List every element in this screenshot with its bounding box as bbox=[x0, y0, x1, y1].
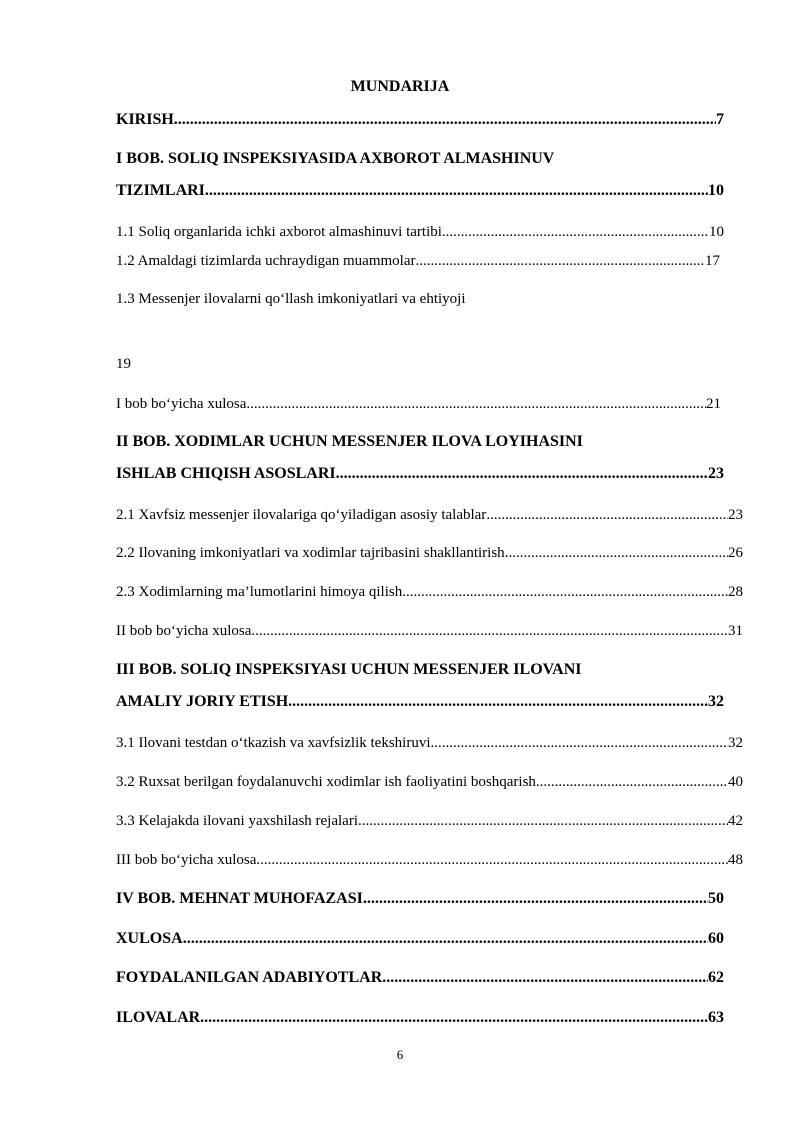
toc-entry-text: 3.1 Ilovani testdan o‘tkazish va xavfsizlik tekshiruvi bbox=[116, 735, 431, 751]
toc-entry-page: 60 bbox=[708, 930, 724, 947]
toc-entry-text: II bob bo‘yicha xulosa bbox=[116, 623, 252, 639]
toc-entry-summary-2 bbox=[116, 621, 743, 641]
toc-entry-text: TIZIMLARI bbox=[116, 182, 205, 199]
toc-leader-dots bbox=[416, 251, 706, 271]
toc-entry-text: I bob bo‘yicha xulosa bbox=[116, 396, 247, 412]
toc-entry-text: 2.3 Xodimlarning ma’lumotlarini himoya qilish bbox=[116, 584, 403, 600]
toc-entry-page: 63 bbox=[708, 1009, 724, 1026]
toc-leader-dots bbox=[246, 394, 706, 414]
toc-entry-page: 32 bbox=[728, 735, 743, 751]
toc-entry-3-1 bbox=[116, 733, 743, 753]
toc-entry-1-3-page: 19 bbox=[116, 356, 131, 372]
toc-leader-dots bbox=[382, 968, 708, 988]
toc-entry-page: 42 bbox=[728, 813, 743, 829]
toc-entry-page: 17 bbox=[705, 253, 720, 269]
toc-entry-page: 10 bbox=[709, 224, 724, 240]
toc-entry-page: 62 bbox=[708, 969, 724, 986]
toc-entry-chapter-1 bbox=[116, 181, 724, 201]
toc-leader-dots bbox=[174, 110, 716, 130]
page-number: 6 bbox=[396, 1047, 404, 1062]
toc-entry-page: 23 bbox=[708, 465, 724, 482]
toc-entry-text: 3.2 Ruxsat berilgan foydalanuvchi xodimlar ish faoliyatini boshqarish bbox=[116, 774, 536, 790]
toc-entry-kirish bbox=[116, 110, 724, 130]
toc-entry-1-2 bbox=[116, 251, 720, 271]
toc-leader-dots bbox=[256, 850, 728, 870]
toc-leader-dots bbox=[486, 505, 728, 525]
toc-entry-text: 1.1 Soliq organlarida ichki axborot almashinuvi tartibi bbox=[116, 224, 442, 240]
toc-entry-text: 2.2 Ilovaning imkoniyatlari va xodimlar tajribasini shakllantirish bbox=[116, 545, 505, 561]
toc-leader-dots bbox=[336, 464, 708, 484]
toc-leader-dots bbox=[183, 929, 708, 949]
toc-entry-page: 32 bbox=[708, 693, 724, 710]
toc-leader-dots bbox=[363, 889, 708, 909]
toc-entry-page: 7 bbox=[716, 111, 724, 128]
toc-entry-3-3 bbox=[116, 811, 743, 831]
toc-entry-chapter-2 bbox=[116, 464, 724, 484]
toc-entry-page: 28 bbox=[728, 584, 743, 600]
toc-entry-text: ILOVALAR bbox=[116, 1009, 201, 1026]
toc-entry-page: 48 bbox=[728, 852, 743, 868]
toc-entry-2-1 bbox=[116, 505, 743, 525]
toc-leader-dots bbox=[200, 1008, 708, 1028]
toc-entry-page: 26 bbox=[728, 545, 743, 561]
toc-entry-text: AMALIY JORIY ETISH bbox=[116, 693, 289, 710]
toc-entry-2-2 bbox=[116, 543, 743, 563]
toc-entry-text: FOYDALANILGAN ADABIYOTLAR bbox=[116, 969, 383, 986]
toc-entry-text: IV BOB. MEHNAT MUHOFAZASI bbox=[116, 890, 363, 907]
toc-entry-2-3 bbox=[116, 582, 743, 602]
toc-entry-3-2 bbox=[116, 772, 743, 792]
toc-entry-references bbox=[116, 968, 724, 988]
toc-leader-dots bbox=[358, 811, 728, 831]
toc-entry-text: 1.2 Amaldagi tizimlarda uchraydigan muammolar bbox=[116, 253, 416, 269]
toc-entry-1-3: 1.3 Messenjer ilovalarni qo‘llash imkoniyatlari va ehtiyoji bbox=[116, 291, 466, 307]
toc-chapter-heading: I BOB. SOLIQ INSPEKSIYASIDA AXBOROT ALMASHINUV bbox=[116, 150, 555, 167]
toc-chapter-heading: II BOB. XODIMLAR UCHUN MESSENJER ILOVA LOYIHASINI bbox=[116, 433, 583, 450]
toc-entry-chapter-3 bbox=[116, 692, 724, 712]
toc-entry-page: 21 bbox=[706, 396, 721, 412]
toc-leader-dots bbox=[536, 772, 728, 792]
toc-chapter-heading: III BOB. SOLIQ INSPEKSIYASI UCHUN MESSENJER ILOVANI bbox=[116, 661, 582, 678]
toc-leader-dots bbox=[431, 733, 728, 753]
toc-entry-1-1 bbox=[116, 222, 724, 242]
toc-entry-xulosa bbox=[116, 929, 724, 949]
toc-leader-dots bbox=[205, 181, 708, 201]
toc-entry-page: 31 bbox=[728, 623, 743, 639]
toc-leader-dots bbox=[505, 543, 728, 563]
toc-entry-page: 23 bbox=[728, 507, 743, 523]
toc-entry-text: ISHLAB CHIQISH ASOSLARI bbox=[116, 465, 336, 482]
toc-entry-text: 3.3 Kelajakda ilovani yaxshilash rejalari bbox=[116, 813, 358, 829]
toc-leader-dots bbox=[402, 582, 728, 602]
toc-entry-summary-3 bbox=[116, 850, 743, 870]
toc-entry-page: 50 bbox=[708, 890, 724, 907]
toc-entry-text: III bob bo‘yicha xulosa bbox=[116, 852, 257, 868]
toc-entry-text: XULOSA bbox=[116, 930, 183, 947]
toc-leader-dots bbox=[442, 222, 709, 242]
toc-entry-page: 10 bbox=[708, 182, 724, 199]
toc-entry-text: KIRISH bbox=[116, 111, 174, 128]
toc-leader-dots bbox=[251, 621, 728, 641]
toc-entry-page: 40 bbox=[728, 774, 743, 790]
toc-entry-chapter-4 bbox=[116, 889, 724, 909]
page-title: MUNDARIJA bbox=[350, 78, 450, 95]
toc-entry-text: 2.1 Xavfsiz messenjer ilovalariga qo‘yiladigan asosiy talablar bbox=[116, 507, 487, 523]
toc-entry-summary-1 bbox=[116, 394, 721, 414]
toc-entry-appendices bbox=[116, 1008, 724, 1028]
toc-leader-dots bbox=[288, 692, 708, 712]
